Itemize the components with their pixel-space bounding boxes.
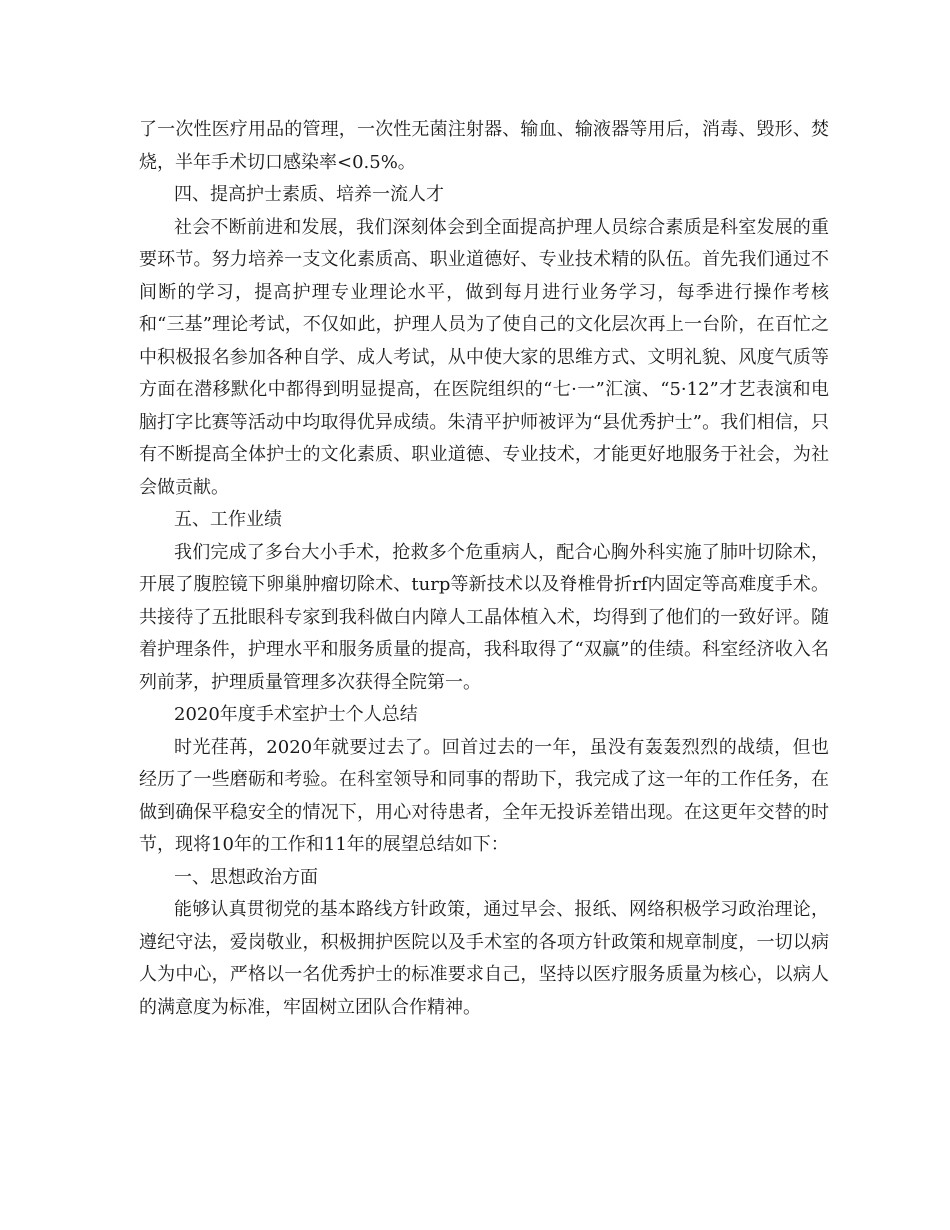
section-heading-4: 四、提高护士素质、培养一流人才 [174,184,444,205]
body-paragraph: 社会不断前进和发展，我们深刻体会到全面提高护理人员综合素质是科室发展的重要环节。努力培养一支文化素质高、职业道德好、专业技术精的队伍。首先我们通过不间断的学习，提高护理专业理论水平，做到每月进行业务学习，每季进行操作考核和“三基”理论考试，不仅如此，护理人员为了使自己的文化层次再上一台阶，在百忙之中积极报名参加各种自学、成人考试，从中使大家的思维方式、文明礼貌、风度气质等方面在潜移默化中都得到明显提高，在医院组织的“七·一”汇演、“5·12”才艺表演和电脑打字比赛等活动中均取得优异成绩。朱清平护师被评为“县优秀护士”。我们相信，只有不断提高全体护士的文化素质、职业道德、专业技术，才能更好地服务于社会，为社会做贡献。 [139,216,829,498]
continuation-paragraph: 了一次性医疗用品的管理，一次性无菌注射器、输血、输液器等用后，消毒、毁形、焚烧，半年手术切口感染率<0.5%。 [139,119,829,173]
body-paragraph: 时光荏苒，2020年就要过去了。回首过去的一年，虽没有轰轰烈烈的战绩，但也经历了一些磨砺和考验。在科室领导和同事的帮助下，我完成了这一年的工作任务，在做到确保平稳安全的情况下，用心对待患者，全年无投诉差错出现。在这更年交替的时节，现将10年的工作和11年的展望总结如下： [139,736,829,855]
document-title-heading: 2020年度手术室护士个人总结 [174,704,418,725]
body-paragraph: 能够认真贯彻党的基本路线方针政策，通过早会、报纸、网络积极学习政治理论，遵纪守法，爱岗敬业，积极拥护医院以及手术室的各项方针政策和规章制度，一切以病人为中心，严格以一名优秀护士的标准要求自己，坚持以医疗服务质量为核心，以病人的满意度为标准，牢固树立团队合作精神。 [139,899,829,1018]
document-body [139,114,829,1024]
section-heading-1: 一、思想政治方面 [174,866,318,888]
section-heading-5: 五、工作业绩 [174,509,282,530]
body-paragraph: 我们完成了多台大小手术，抢救多个危重病人，配合心胸外科实施了肺叶切除术，开展了腹腔镜下卵巢肿瘤切除术、turp等新技术以及脊椎骨折rf内固定等高难度手术。共接待了五批眼科专家到我科做白内障人工晶体植入术，均得到了他们的一致好评。随着护理条件，护理水平和服务质量的提高，我科取得了“双赢”的佳绩。科室经济收入名列前茅，护理质量管理多次获得全院第一。 [139,541,829,693]
